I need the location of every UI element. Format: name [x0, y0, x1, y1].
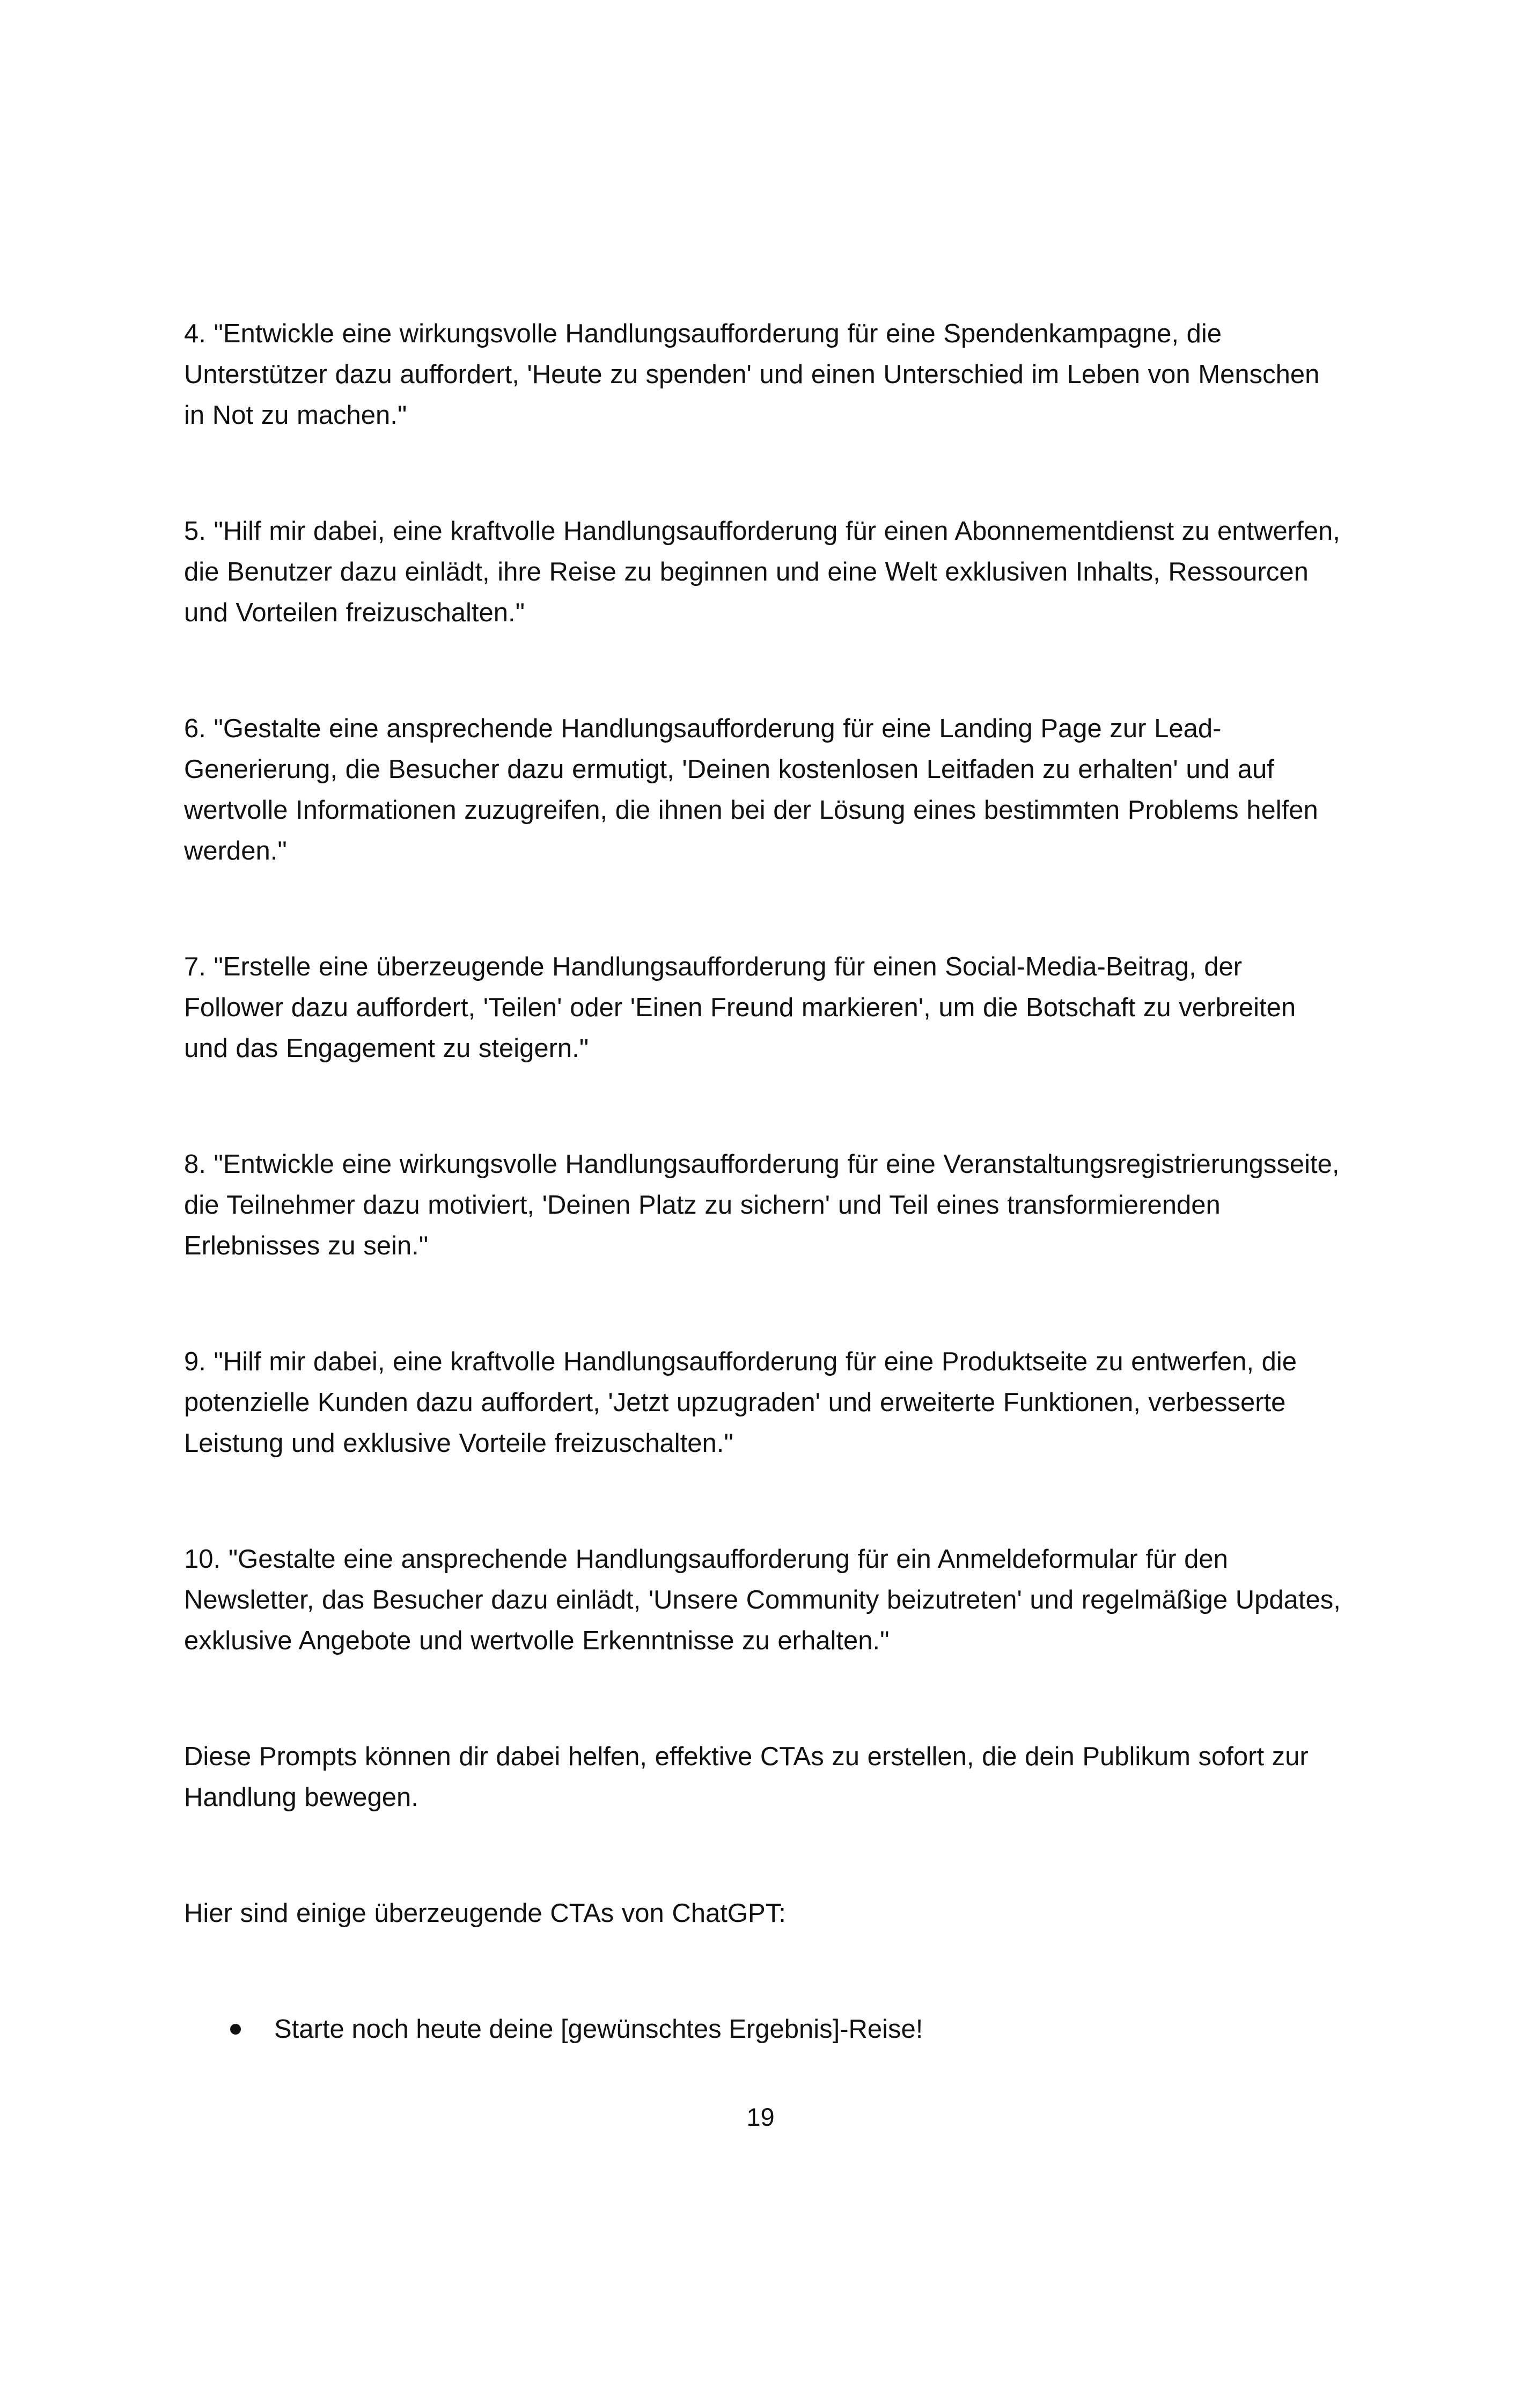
prompt-paragraph-4: 4. "Entwickle eine wirkungsvolle Handlungsaufforderung für eine Spendenkampagne, die Unterstützer dazu auffordert, 'Heute zu spenden' und einen Unterschied im Leben von Menschen in Not zu machen.": [184, 319, 1320, 430]
page-content: [184, 313, 1343, 2050]
prompt-paragraph-5: 5. "Hilf mir dabei, eine kraftvolle Handlungsaufforderung für einen Abonnementdienst zu entwerfen, die Benutzer dazu einlädt, ihre Reise zu beginnen und eine Welt exklusiven Inhalts, Ressourcen und Vorteilen freizuschalten.": [184, 517, 1340, 627]
prompt-paragraph-10: 10. "Gestalte eine ansprechende Handlungsaufforderung für ein Anmeldeformular für den Newsletter, das Besucher dazu einlädt, 'Unsere Community beizutreten' und regelmäßige Updates, exklusive Angebote und wertvolle Erkenntnisse zu erhalten.": [184, 1545, 1341, 1655]
cta-bullet-list: [184, 2009, 1343, 2050]
bullet-dot-icon: [230, 2024, 241, 2035]
prompt-paragraph-6: 6. "Gestalte eine ansprechende Handlungsaufforderung für eine Landing Page zur Lead-Generierung, die Besucher dazu ermutigt, 'Deinen kostenlosen Leitfaden zu erhalten' und auf wertvolle Informationen zuzugreifen, die ihnen bei der Lösung eines bestimmten Problems helfen werden.": [184, 714, 1318, 865]
cta-intro-paragraph: Hier sind einige überzeugende CTAs von ChatGPT:: [184, 1899, 786, 1928]
summary-paragraph: Diese Prompts können dir dabei helfen, effektive CTAs zu erstellen, die dein Publikum sofort zur Handlung bewegen.: [184, 1742, 1309, 1812]
cta-bullet-item: [184, 2009, 1343, 2050]
page-number: 19: [746, 2103, 775, 2131]
prompt-paragraph-8: 8. "Entwickle eine wirkungsvolle Handlungsaufforderung für eine Veranstaltungsregistrierungsseite, die Teilnehmer dazu motiviert, 'Deinen Platz zu sichern' und Teil eines transformierenden Erlebnisses zu sein.": [184, 1150, 1340, 1260]
prompt-paragraph-9: 9. "Hilf mir dabei, eine kraftvolle Handlungsaufforderung für eine Produktseite zu entwerfen, die potenzielle Kunden dazu auffordert, 'Jetzt upzugraden' und erweiterte Funktionen, verbesserte Leistung und exklusive Vorteile freizuschalten.": [184, 1347, 1297, 1458]
prompt-paragraph-7: 7. "Erstelle eine überzeugende Handlungsaufforderung für einen Social-Media-Beitrag, der Follower dazu auffordert, 'Teilen' oder 'Einen Freund markieren', um die Botschaft zu verbreiten und das Engagement zu steigern.": [184, 952, 1296, 1063]
cta-bullet-text: Starte noch heute deine [gewünschtes Ergebnis]-Reise!: [274, 2015, 923, 2044]
